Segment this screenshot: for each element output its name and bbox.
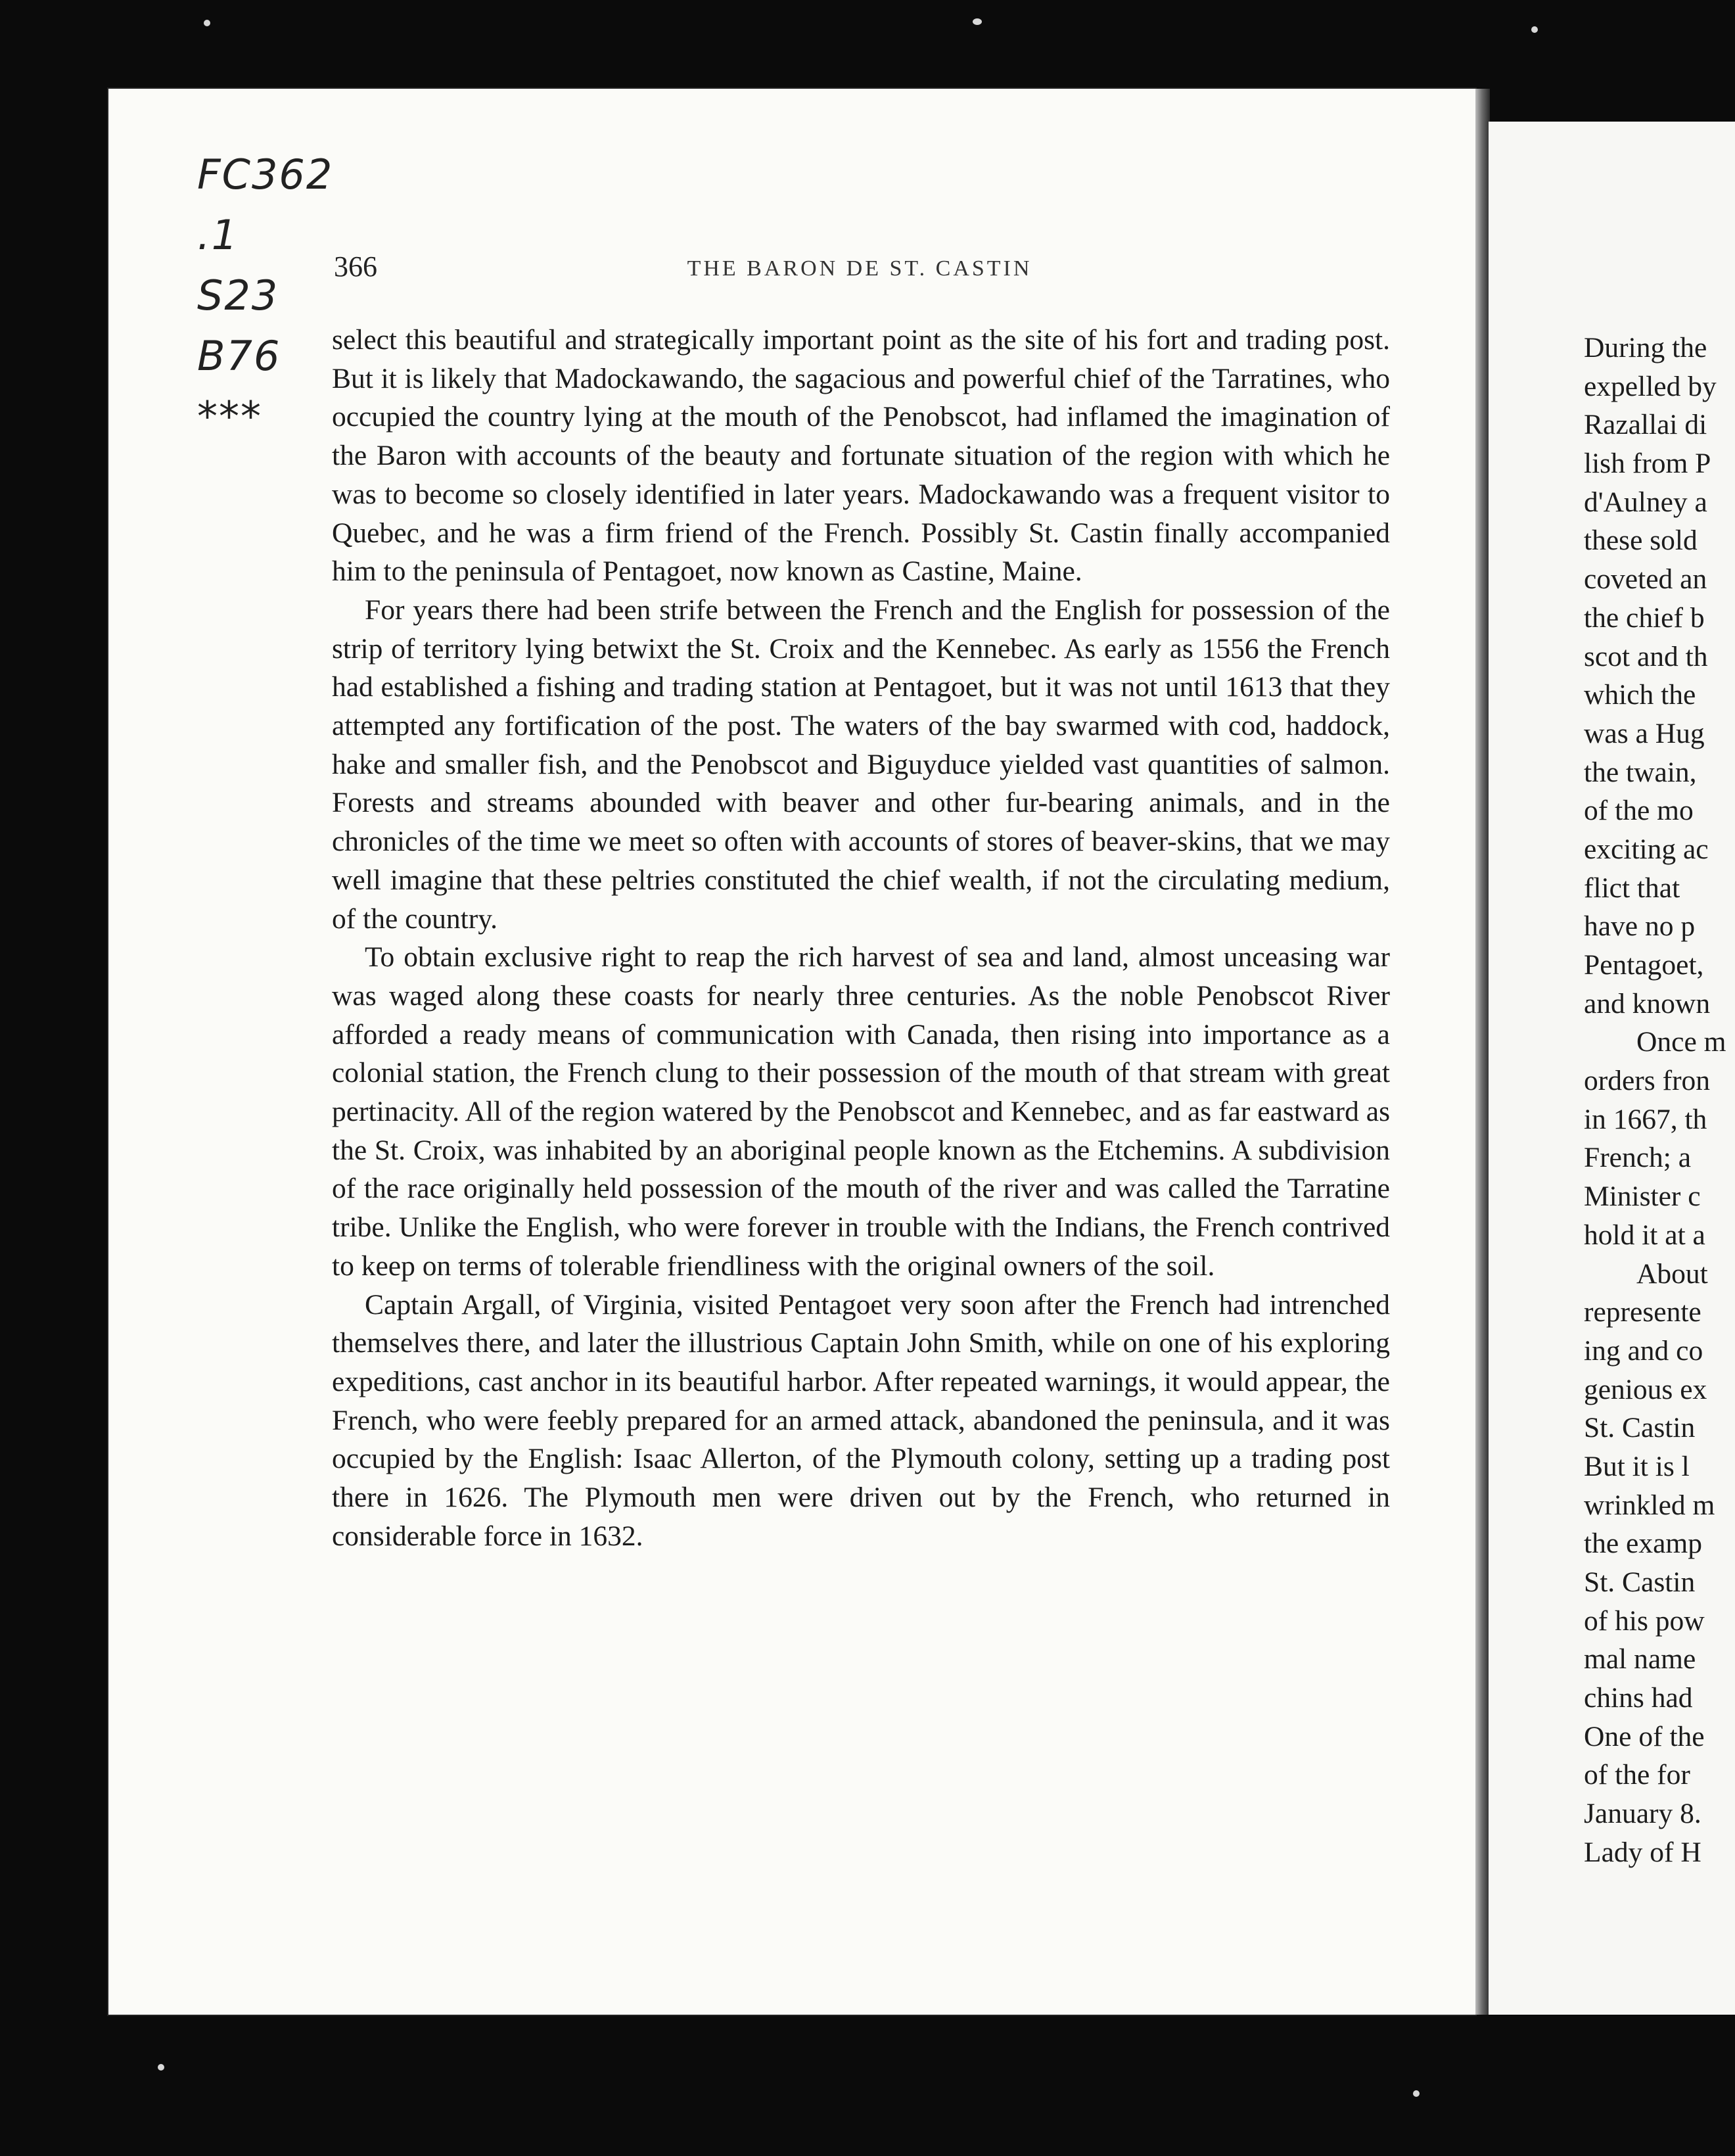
right-page-line: represente <box>1584 1296 1701 1328</box>
call-number-line: S23 <box>197 271 279 319</box>
right-page-line: the chief b <box>1584 601 1705 634</box>
handwritten-call-number <box>197 145 342 447</box>
film-speck <box>973 18 982 25</box>
right-page-line: mal name <box>1584 1643 1696 1676</box>
film-speck <box>158 2064 164 2071</box>
film-speck <box>204 20 210 26</box>
page-header <box>334 250 1385 302</box>
right-page-line: was a Hug <box>1584 717 1705 749</box>
right-page-line: orders fron <box>1584 1065 1711 1097</box>
right-page-line: One of the <box>1584 1720 1705 1752</box>
right-page-line: these sold <box>1584 525 1698 557</box>
right-page-line: of the mo <box>1584 795 1694 827</box>
right-page-line: ing and co <box>1584 1334 1703 1367</box>
right-page-line: d'Aulney a <box>1584 486 1707 518</box>
right-page-line: Razallai di <box>1584 409 1707 441</box>
right-page-line: chins had <box>1584 1682 1693 1714</box>
right-page-line: scot and th <box>1584 640 1708 672</box>
book-gutter <box>1475 89 1490 2015</box>
right-page-line: St. Castin <box>1584 1566 1696 1598</box>
paragraph: Captain Argall, of Virginia, visited Pentagoet very soon after the French had intrenched themselves there, and later the illustrious Captain John Smith, while on one of his exploring expeditions, cast anchor in its beautiful harbor. After repeated warnings, it would appear, the French, who were feebly prepared for an armed attack, abandoned the peninsula, and it was occupied by the English: Isaac Allerton, of the Plymouth colony, setting up a trading post there in 1626. The Plymouth men were driven out by the French, who returned in considerable force in 1632. <box>332 1288 1390 1552</box>
right-page-line: flict that <box>1584 872 1680 904</box>
right-page-line: genious ex <box>1584 1373 1707 1405</box>
right-page-line: During the <box>1584 332 1707 363</box>
right-page-line: St. Castin <box>1584 1412 1696 1444</box>
body-text <box>332 321 1390 1556</box>
film-speck <box>1531 26 1538 33</box>
right-page-line: have no p <box>1584 910 1696 943</box>
right-page-line: Minister c <box>1584 1181 1701 1213</box>
right-page-line: French; a <box>1584 1142 1692 1174</box>
right-page-line: of the for <box>1584 1759 1690 1791</box>
right-page-line: Once m <box>1636 1026 1726 1058</box>
right-page-line: and known <box>1584 987 1711 1019</box>
call-number-line: *** <box>197 392 262 440</box>
running-title: THE BARON DE ST. CASTIN <box>687 256 1032 281</box>
right-page-line: in 1667, th <box>1584 1103 1707 1135</box>
right-page-line: expelled by <box>1584 370 1717 402</box>
call-number-line: .1 <box>197 211 239 259</box>
film-speck <box>1413 2090 1420 2097</box>
paragraph: select this beautiful and strategically important point as the site of his fort and trading post. But it is likely that Madockawando, the sagacious and powerful chief of the Tarratines, who occupied the country lying at the mouth of the Penobscot, had inflamed the imagination of the Baron with accounts of the beauty and fortunate situation of the region with which he was to become so closely identified in later years. Madockawando was a frequent visitor to Quebec, and he was a firm friend of the French. Possibly St. Castin finally accompanied him to the peninsula of Pentagoet, now known as Castine, Maine. <box>332 324 1390 588</box>
call-number-line: FC362 <box>197 151 334 199</box>
call-number-line: B76 <box>197 332 281 380</box>
right-page-line: Pentagoet, <box>1584 949 1704 981</box>
right-page-line: wrinkled m <box>1584 1489 1715 1521</box>
page-number: 366 <box>334 250 377 283</box>
right-page-line: the twain, <box>1584 756 1697 788</box>
paragraph: To obtain exclusive right to reap the rich harvest of sea and land, almost unceasing war was waged along these coasts for nearly three centuries. As the noble Penobscot River afforded a ready means of communication with Canada, then rising into importance as a colonial station, the French clung to their possession of the mouth of that stream with great pertinacity. All of the region watered by the Penobscot and Kennebec, and as far eastward as the St. Croix, was inhabited by an aboriginal people known as the Etchemins. A subdivision of the race originally held possession of the mouth of the river and was called the Tarratine tribe. Unlike the English, who were forever in trouble with the Indians, the French contrived to keep on terms of tolerable friendliness with the original owners of the soil. <box>332 941 1390 1282</box>
right-page-text <box>1584 329 1735 1872</box>
right-page-line: January 8. <box>1584 1798 1701 1830</box>
right-page-line: coveted an <box>1584 563 1707 596</box>
right-page-line: which the <box>1584 679 1696 711</box>
right-page-line: of his pow <box>1584 1605 1705 1637</box>
right-page-line: Lady of H <box>1584 1836 1701 1868</box>
right-page-line: lish from P <box>1584 448 1711 480</box>
right-page-line: exciting ac <box>1584 833 1709 865</box>
paragraph: For years there had been strife between the French and the English for possession of the strip of territory lying betwixt the St. Croix and the Kennebec. As early as 1556 the French had established a fishing and trading station at Pentagoet, but it was not until 1613 that they attempted any fortification of the post. The waters of the bay swarmed with cod, haddock, hake and smaller fish, and the Penobscot and Biguyduce yielded vast quantities of salmon. Forests and streams abounded with beaver and other fur-bearing animals, and in the chronicles of the time we meet so often with accounts of stores of beaver-skins, that we may well imagine that these peltries constituted the chief wealth, if not the circulating medium, of the country. <box>332 594 1390 935</box>
right-page-line: But it is l <box>1584 1450 1690 1482</box>
right-page-line: About <box>1636 1257 1708 1290</box>
right-page-line: the examp <box>1584 1528 1702 1560</box>
right-page-line: hold it at a <box>1584 1219 1705 1251</box>
